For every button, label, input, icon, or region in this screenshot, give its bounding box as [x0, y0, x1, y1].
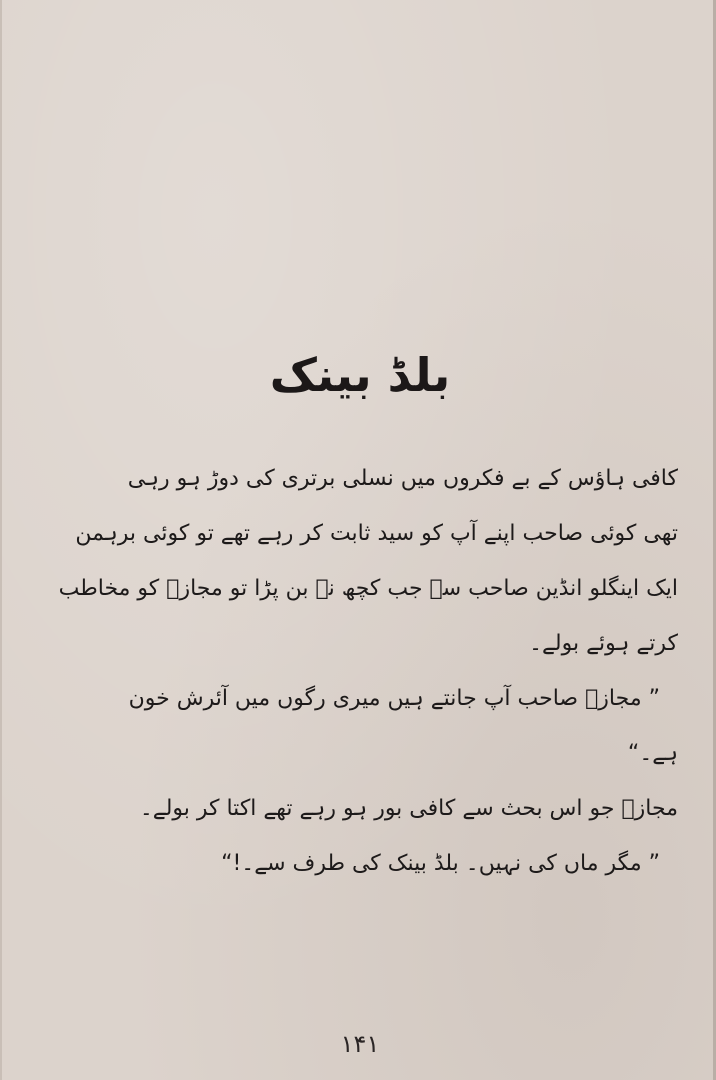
- text-line-7: مجازؔ جو اس بحث سے کافی بور ہو رہے تھے اکتا کر بولے۔: [139, 796, 678, 821]
- text-line-4: کرتے ہوئے بولے۔: [529, 631, 678, 656]
- text-line-1: کافی ہاؤس کے بے فکروں میں نسلی برتری کی دوڑ ہو رہی: [127, 466, 678, 491]
- text-line-5: ” مجازؔ صاحب آپ جانتے ہیں میری رگوں میں آئرش خون: [128, 686, 660, 711]
- text-line-3: ایک اینگلو انڈین صاحب سے جب کچھ نہ بن پڑا تو مجازؔ کو مخاطب: [58, 576, 678, 601]
- text-line-8: ” مگر ماں کی نہیں۔ بلڈ بینک کی طرف سے۔!“: [221, 851, 660, 876]
- page-number: ۱۴۱: [340, 1030, 380, 1058]
- text-line-2: تھی کوئی صاحب اپنے آپ کو سید ثابت کر رہے تھے تو کوئی برہمن: [75, 521, 678, 546]
- chapter-title: بلڈ بینک: [269, 348, 451, 402]
- body-text: [42, 460, 678, 900]
- text-line-6: ہے۔“: [627, 741, 678, 766]
